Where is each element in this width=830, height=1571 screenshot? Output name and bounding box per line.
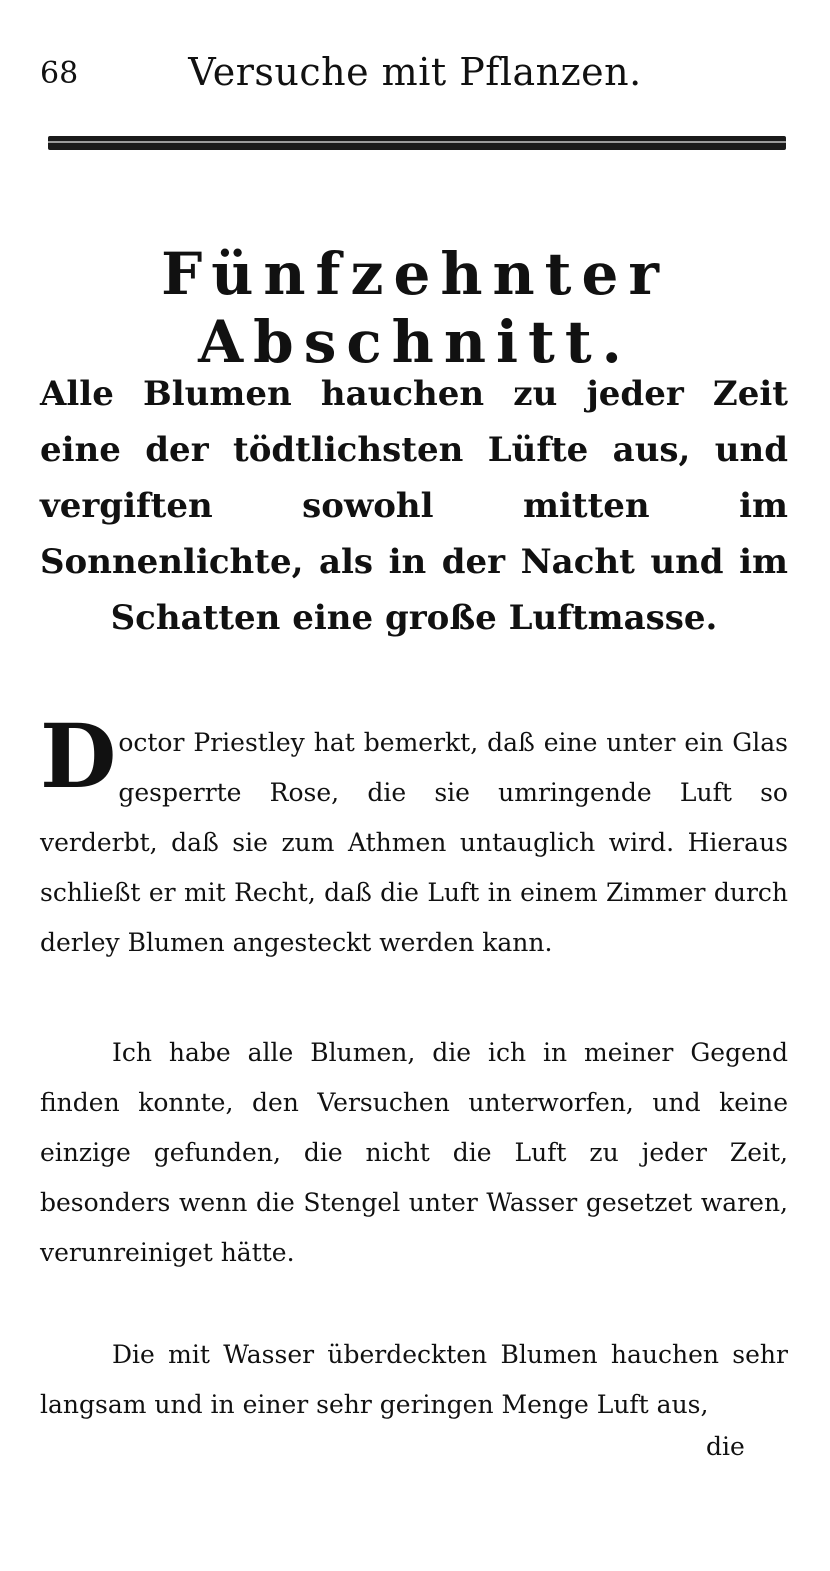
- paragraph-1-text: octor Priestley hat bemerkt, daß eine unter ein Glas gesperrte Rose, die sie umringende Luft so verderbt, daß sie zum Athmen untauglich wird. Hieraus schließt er mit Recht, daß die Luft in einem Zimmer durch derley Blumen angesteckt werden kann.: [40, 728, 788, 957]
- paragraph-1: [40, 704, 788, 968]
- drop-cap-initial: D: [40, 704, 117, 808]
- paragraph-3: Die mit Wasser überdeckten Blumen hauchen sehr langsam und in einer sehr geringen Menge Luft aus,: [40, 1340, 788, 1419]
- paragraph-2: Ich habe alle Blumen, die ich in meiner Gegend finden konnte, den Versuchen unterworfen, und keine einzige gefunden, die nicht die Luft zu jeder Zeit, besonders wenn die Stengel unter Wasser gesetzet waren, verunreiniget hätte.: [40, 1038, 788, 1267]
- page-header: [40, 50, 790, 100]
- chapter-heading: Fünfzehnter Abschnitt.: [161, 240, 669, 376]
- page-number: 68: [40, 56, 79, 91]
- header-rule: [48, 136, 786, 150]
- catchword: die: [706, 1432, 745, 1461]
- chapter-summary: Alle Blumen hauchen zu jeder Zeit eine der tödtlichsten Lüfte aus, und vergiften sowohl mitten im Sonnenlichte, als in der Nacht und im Schatten eine große Luftmasse.: [40, 374, 788, 638]
- running-title: Versuche mit Pflanzen.: [188, 50, 642, 94]
